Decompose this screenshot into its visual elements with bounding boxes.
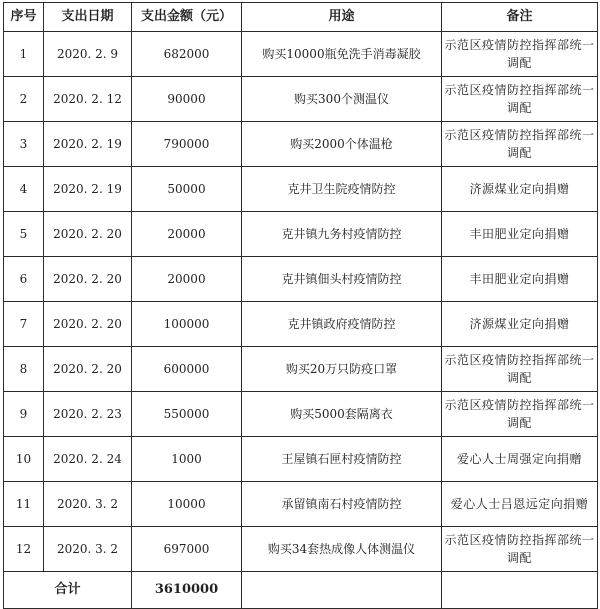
- cell-note: [442, 482, 598, 527]
- cell-note: [442, 257, 598, 302]
- cell-note: [442, 347, 598, 392]
- cell-note: [442, 122, 598, 167]
- cell-purpose: 克井镇政府疫情防控: [242, 302, 442, 347]
- note-text: 丰田肥业定向捐赠: [469, 272, 570, 286]
- cell-date: 2020. 3. 2: [44, 527, 132, 572]
- note-text: 济源煤业定向捐赠: [469, 182, 570, 196]
- cell-no: 7: [4, 302, 44, 347]
- cell-purpose: 购买5000套隔离衣: [242, 392, 442, 437]
- cell-note: [442, 77, 598, 122]
- cell-no: 4: [4, 167, 44, 212]
- cell-purpose: 克井镇九务村疫情防控: [242, 212, 442, 257]
- total-note: [442, 572, 598, 609]
- cell-purpose: 购买34套热成像人体测温仪: [242, 527, 442, 572]
- table-row: [4, 482, 598, 527]
- cell-no: 11: [4, 482, 44, 527]
- header-amount: 支出金额（元）: [132, 3, 242, 32]
- cell-purpose: 克井镇佃头村疫情防控: [242, 257, 442, 302]
- note-text: 示范区疫情防控指挥部统一调配: [444, 533, 595, 565]
- note-text: 爱心人士吕恩远定向捐赠: [450, 497, 589, 511]
- cell-note: [442, 437, 598, 482]
- table-row: [4, 437, 598, 482]
- cell-amount: 697000: [132, 527, 242, 572]
- table-row: [4, 302, 598, 347]
- cell-amount: 10000: [132, 482, 242, 527]
- table-row: [4, 167, 598, 212]
- cell-note: [442, 212, 598, 257]
- table-row: [4, 212, 598, 257]
- cell-date: 2020. 2. 19: [44, 122, 132, 167]
- table-row: [4, 392, 598, 437]
- table-row: [4, 122, 598, 167]
- cell-amount: 20000: [132, 257, 242, 302]
- note-text: 示范区疫情防控指挥部统一调配: [444, 83, 595, 115]
- note-text: 示范区疫情防控指挥部统一调配: [444, 38, 595, 70]
- cell-amount: 600000: [132, 347, 242, 392]
- cell-no: 12: [4, 527, 44, 572]
- table-row: [4, 527, 598, 572]
- cell-purpose: 王屋镇石匣村疫情防控: [242, 437, 442, 482]
- cell-amount: 20000: [132, 212, 242, 257]
- cell-purpose: 购买10000瓶免洗手消毒凝胶: [242, 32, 442, 77]
- note-text: 示范区疫情防控指挥部统一调配: [444, 353, 595, 385]
- cell-amount: 100000: [132, 302, 242, 347]
- expenditure-table: [3, 2, 598, 609]
- cell-note: [442, 32, 598, 77]
- table-row: [4, 257, 598, 302]
- cell-date: 2020. 2. 12: [44, 77, 132, 122]
- cell-note: [442, 527, 598, 572]
- cell-note: [442, 167, 598, 212]
- cell-date: 2020. 2. 20: [44, 212, 132, 257]
- total-amount: 3610000: [132, 572, 242, 609]
- header-no: 序号: [4, 3, 44, 32]
- cell-amount: 550000: [132, 392, 242, 437]
- cell-amount: 50000: [132, 167, 242, 212]
- cell-amount: 682000: [132, 32, 242, 77]
- cell-amount: 1000: [132, 437, 242, 482]
- cell-date: 2020. 2. 20: [44, 302, 132, 347]
- header-purpose: 用途: [242, 3, 442, 32]
- cell-purpose: 购买2000个体温枪: [242, 122, 442, 167]
- cell-purpose: 承留镇南石村疫情防控: [242, 482, 442, 527]
- cell-date: 2020. 3. 2: [44, 482, 132, 527]
- cell-no: 10: [4, 437, 44, 482]
- note-text: 示范区疫情防控指挥部统一调配: [444, 398, 595, 430]
- header-date: 支出日期: [44, 3, 132, 32]
- cell-purpose: 购买300个测温仪: [242, 77, 442, 122]
- cell-no: 2: [4, 77, 44, 122]
- table-body: [4, 32, 598, 572]
- cell-note: [442, 392, 598, 437]
- table-row: [4, 77, 598, 122]
- cell-date: 2020. 2. 23: [44, 392, 132, 437]
- cell-no: 9: [4, 392, 44, 437]
- cell-no: 6: [4, 257, 44, 302]
- table-header-row: [4, 3, 598, 32]
- note-text: 济源煤业定向捐赠: [469, 317, 570, 331]
- note-text: 爱心人士周强定向捐赠: [456, 452, 582, 466]
- cell-date: 2020. 2. 20: [44, 347, 132, 392]
- cell-date: 2020. 2. 20: [44, 257, 132, 302]
- cell-note: [442, 302, 598, 347]
- cell-no: 5: [4, 212, 44, 257]
- cell-purpose: 克井卫生院疫情防控: [242, 167, 442, 212]
- note-text: 示范区疫情防控指挥部统一调配: [444, 128, 595, 160]
- table-row: [4, 347, 598, 392]
- total-label: 合计: [4, 572, 132, 609]
- cell-date: 2020. 2. 24: [44, 437, 132, 482]
- cell-amount: 790000: [132, 122, 242, 167]
- table-row: [4, 32, 598, 77]
- cell-no: 1: [4, 32, 44, 77]
- total-purpose: [242, 572, 442, 609]
- cell-date: 2020. 2. 19: [44, 167, 132, 212]
- cell-no: 8: [4, 347, 44, 392]
- cell-purpose: 购买20万只防疫口罩: [242, 347, 442, 392]
- header-note: 备注: [442, 3, 598, 32]
- cell-amount: 90000: [132, 77, 242, 122]
- total-row: [4, 572, 598, 609]
- cell-no: 3: [4, 122, 44, 167]
- cell-date: 2020. 2. 9: [44, 32, 132, 77]
- note-text: 丰田肥业定向捐赠: [469, 227, 570, 241]
